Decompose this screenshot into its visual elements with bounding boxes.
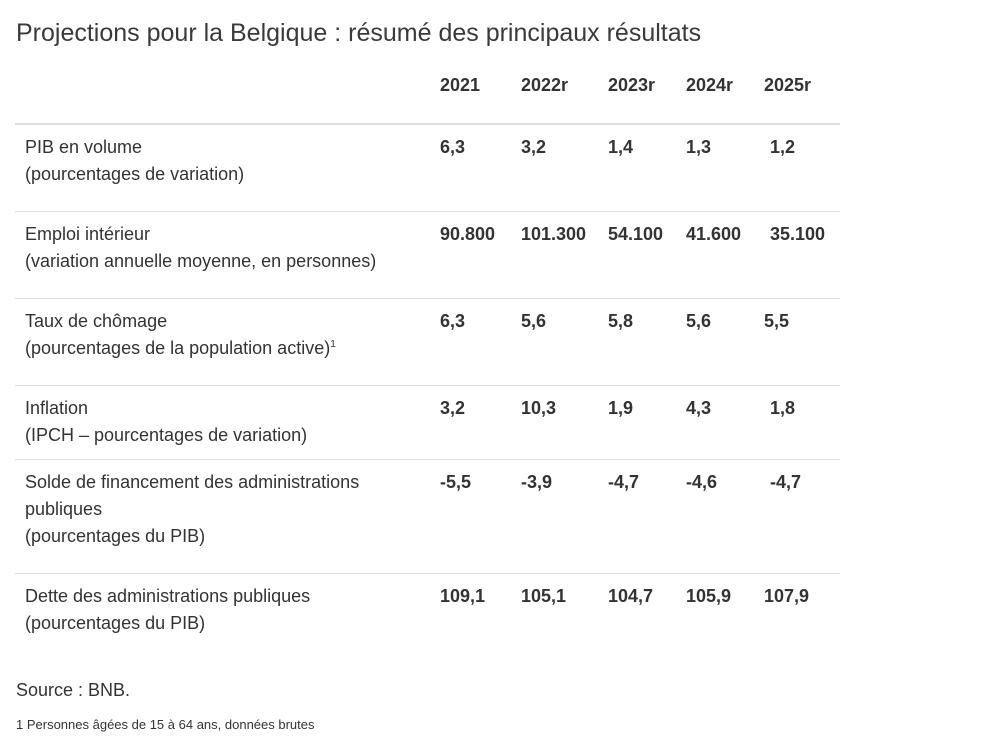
table-cell: 109,1 <box>440 586 486 606</box>
table-cell: 5,8 <box>608 311 634 331</box>
row-label-title: Dette des administrations publiques <box>25 586 311 606</box>
table-cell: 54.100 <box>608 224 664 244</box>
table-cell: 3,2 <box>440 398 466 418</box>
table-row-chomage <box>15 299 840 386</box>
row-label-unit: (variation annuelle moyenne, en personnes) <box>25 251 377 271</box>
row-label-unit-wrap <box>25 335 405 362</box>
table-cell: 1,9 <box>608 398 634 418</box>
table-cell: 90.800 <box>440 224 496 244</box>
table-cell: 35.100 <box>770 224 826 244</box>
row-label <box>25 469 405 550</box>
footnote-marker: 1 <box>330 339 336 350</box>
row-label-unit: (IPCH – pourcentages de variation) <box>25 425 308 445</box>
table-cell: 6,3 <box>440 311 466 331</box>
row-label-title: Emploi intérieur <box>25 224 151 244</box>
table-cell: -5,5 <box>440 472 472 492</box>
column-header-2025r: 2025r <box>764 75 812 95</box>
table-cell: 105,1 <box>521 586 567 606</box>
row-label <box>25 221 405 275</box>
column-header-2021: 2021 <box>440 75 481 95</box>
table-cell: 1,3 <box>686 137 712 157</box>
table-cell: 1,2 <box>770 137 796 157</box>
source-note: Source : BNB. <box>16 680 131 700</box>
table-cell: 1,8 <box>770 398 796 418</box>
table-row-inflation <box>15 386 840 460</box>
row-label <box>25 134 405 188</box>
column-header-2022r: 2022r <box>521 75 569 95</box>
column-header-2023r: 2023r <box>608 75 656 95</box>
table-cell: 107,9 <box>764 586 810 606</box>
row-label-title: PIB en volume <box>25 137 143 157</box>
row-label-unit: (pourcentages de la population active) <box>25 338 331 358</box>
table-cell: -4,6 <box>686 472 718 492</box>
table-cell: 5,6 <box>521 311 547 331</box>
table-cell: -4,7 <box>770 472 802 492</box>
table-row-solde <box>15 460 840 574</box>
table-cell: 5,6 <box>686 311 712 331</box>
table-cell: 4,3 <box>686 398 712 418</box>
row-label-title: Taux de chômage <box>25 311 168 331</box>
row-label-unit: (pourcentages du PIB) <box>25 613 206 633</box>
row-label <box>25 308 405 362</box>
table-cell: 41.600 <box>686 224 742 244</box>
row-label-title: Solde de financement des administrations <box>25 472 360 492</box>
row-label-title: Inflation <box>25 398 89 418</box>
table-row-pib <box>15 125 840 212</box>
table-header-row <box>15 67 840 125</box>
table-cell: 6,3 <box>440 137 466 157</box>
table-cell: -3,9 <box>521 472 553 492</box>
table-cell: 104,7 <box>608 586 654 606</box>
table-cell: -4,7 <box>608 472 640 492</box>
footnote: 1 Personnes âgées de 15 à 64 ans, données brutes <box>16 717 315 732</box>
row-label-unit: (pourcentages du PIB) <box>25 526 206 546</box>
row-label-title-cont: publiques <box>25 499 103 519</box>
page-title: Projections pour la Belgique : résumé des principaux résultats <box>16 19 702 47</box>
table-cell: 1,4 <box>608 137 634 157</box>
table-row-emploi <box>15 212 840 299</box>
table-cell: 101.300 <box>521 224 587 244</box>
table-cell: 3,2 <box>521 137 547 157</box>
table-cell: 10,3 <box>521 398 557 418</box>
results-table <box>15 67 840 654</box>
row-label <box>25 395 405 449</box>
table-cell: 5,5 <box>764 311 790 331</box>
table-row-dette <box>15 574 840 654</box>
row-label-unit: (pourcentages de variation) <box>25 164 245 184</box>
row-label <box>25 583 405 637</box>
table-cell: 105,9 <box>686 586 732 606</box>
column-header-2024r: 2024r <box>686 75 734 95</box>
